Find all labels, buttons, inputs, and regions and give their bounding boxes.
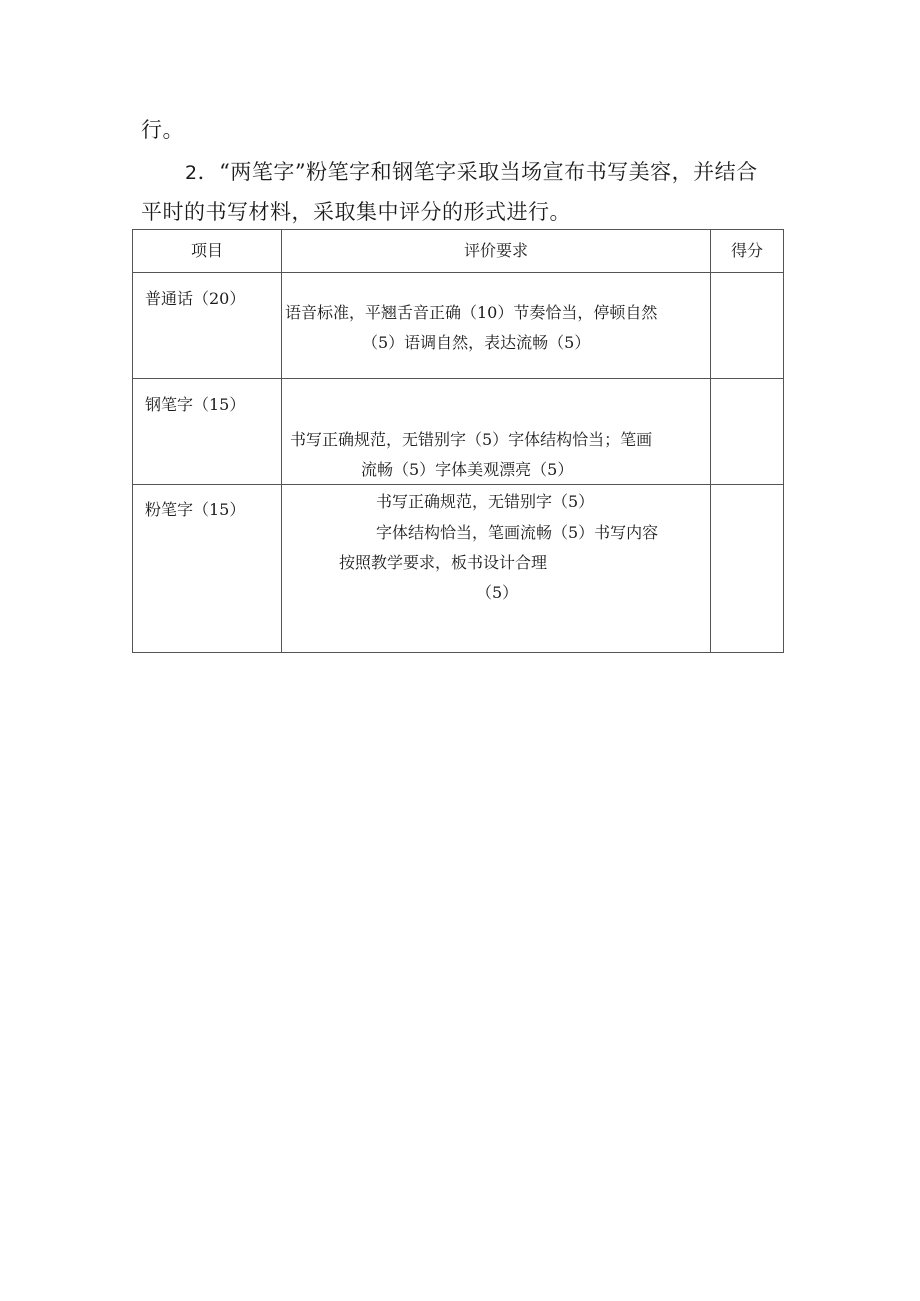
table-border-top (132, 229, 784, 230)
row-item-putonghua: 普通话（20） (145, 289, 246, 308)
header-score: 得分 (730, 241, 763, 260)
row-requirements-pen-line-2: 流畅（5）字体美观漂亮（5） (361, 460, 574, 479)
row-item-pen-calligraphy: 钢笔字（15） (145, 395, 246, 414)
row-item-chalk-calligraphy: 粉笔字（15） (145, 500, 246, 519)
row-requirements-chalk-line-4: （5） (476, 583, 519, 602)
table-border-bottom (132, 652, 784, 653)
table-border-left (132, 229, 133, 653)
table-border-right (783, 229, 784, 653)
row-requirements-chalk-line-1: 书写正确规范，无错别字（5） (376, 492, 595, 511)
table-row-divider-2 (132, 484, 784, 485)
paragraph-line-2-text: ．“两笔字”粉笔字和钢笔字采取当场宣布书写美容，并结合 (197, 160, 758, 184)
score-cell-chalk-calligraphy[interactable] (711, 485, 783, 652)
row-requirements-pen-line-1: 书写正确规范，无错别字（5）字体结构恰当；笔画 (290, 430, 653, 449)
table-row-divider-1 (132, 378, 784, 379)
row-requirements-chalk-line-3: 按照教学要求，板书设计合理 (339, 553, 548, 572)
score-cell-putonghua[interactable] (711, 273, 783, 378)
row-requirements-putonghua-line-2: （5）语调自然，表达流畅（5） (362, 333, 591, 352)
row-requirements-putonghua-line-1: 语音标准，平翘舌音正确（10）节奏恰当，停顿自然 (285, 303, 658, 322)
row-requirements-chalk-line-2: 字体结构恰当，笔画流畅（5）书写内容 (376, 523, 659, 542)
header-item: 项目 (190, 241, 223, 260)
table-column-divider-1 (281, 229, 282, 653)
header-requirements: 评价要求 (463, 241, 528, 260)
table-header-divider (132, 272, 784, 273)
score-cell-pen-calligraphy[interactable] (711, 379, 783, 484)
list-number: 2 (185, 162, 198, 184)
paragraph-line-1: 行。 (141, 118, 184, 142)
paragraph-line-2 (185, 160, 758, 185)
paragraph-line-3: 平时的书写材料，采取集中评分的形式进行。 (141, 200, 571, 224)
